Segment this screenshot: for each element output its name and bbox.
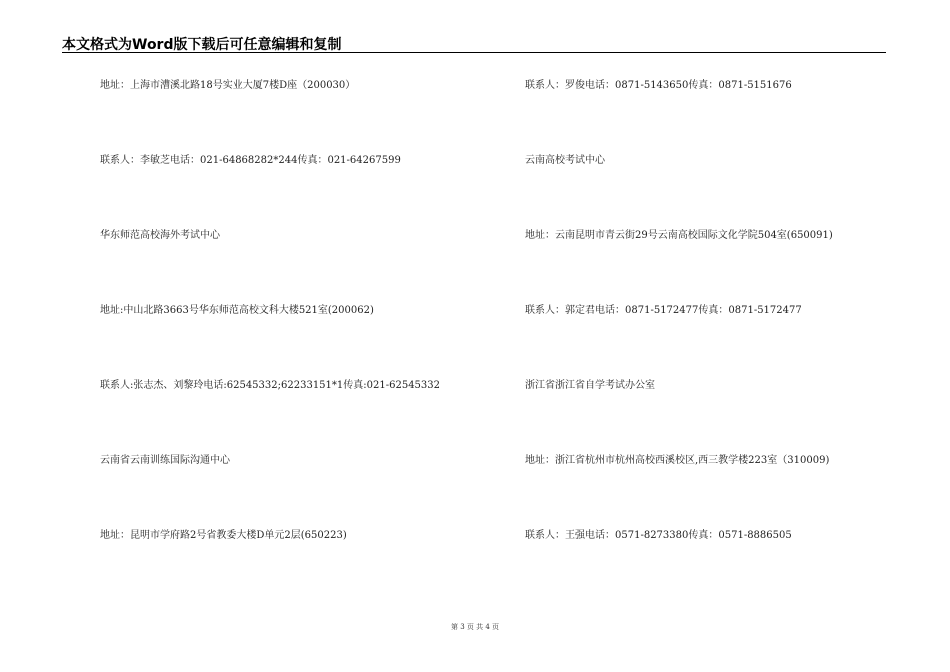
header-divider — [62, 52, 886, 53]
left-line-4: 地址:中山北路3663号华东师范高校文科大楼521室(200062) — [100, 305, 374, 316]
right-line-7: 联系人：王强电话：0571-8273380传真：0571-8886505 — [525, 530, 792, 541]
right-line-3: 地址：云南昆明市青云街29号云南高校国际文化学院504室(650091) — [525, 230, 833, 241]
document-header-title: 本文格式为Word版下载后可任意编辑和复制 — [62, 37, 342, 53]
right-line-2: 云南高校考试中心 — [525, 155, 605, 166]
right-line-1: 联系人：罗俊电话：0871-5143650传真：0871-5151676 — [525, 80, 792, 91]
page-number-footer: 第 3 页 共 4 页 — [450, 623, 500, 631]
left-line-3: 华东师范高校海外考试中心 — [100, 230, 220, 241]
left-line-5: 联系人:张志杰、刘黎玲电话:62545332;62233151*1传真:021-62545332 — [100, 380, 440, 391]
left-column — [100, 76, 500, 601]
right-column — [525, 76, 895, 601]
right-line-4: 联系人：郭定君电话：0871-5172477传真：0871-5172477 — [525, 305, 802, 316]
right-line-5: 浙江省浙江省自学考试办公室 — [525, 380, 655, 391]
right-line-6: 地址：浙江省杭州市杭州高校西溪校区,西三教学楼223室（310009) — [525, 455, 830, 466]
left-line-2: 联系人：李敏芝电话：021-64868282*244传真：021-64267599 — [100, 155, 401, 166]
left-line-7: 地址：昆明市学府路2号省教委大楼D单元2层(650223) — [100, 530, 347, 541]
left-line-6: 云南省云南训练国际沟通中心 — [100, 455, 230, 466]
left-line-1: 地址：上海市漕溪北路18号实业大厦7楼D座（200030） — [100, 80, 356, 91]
